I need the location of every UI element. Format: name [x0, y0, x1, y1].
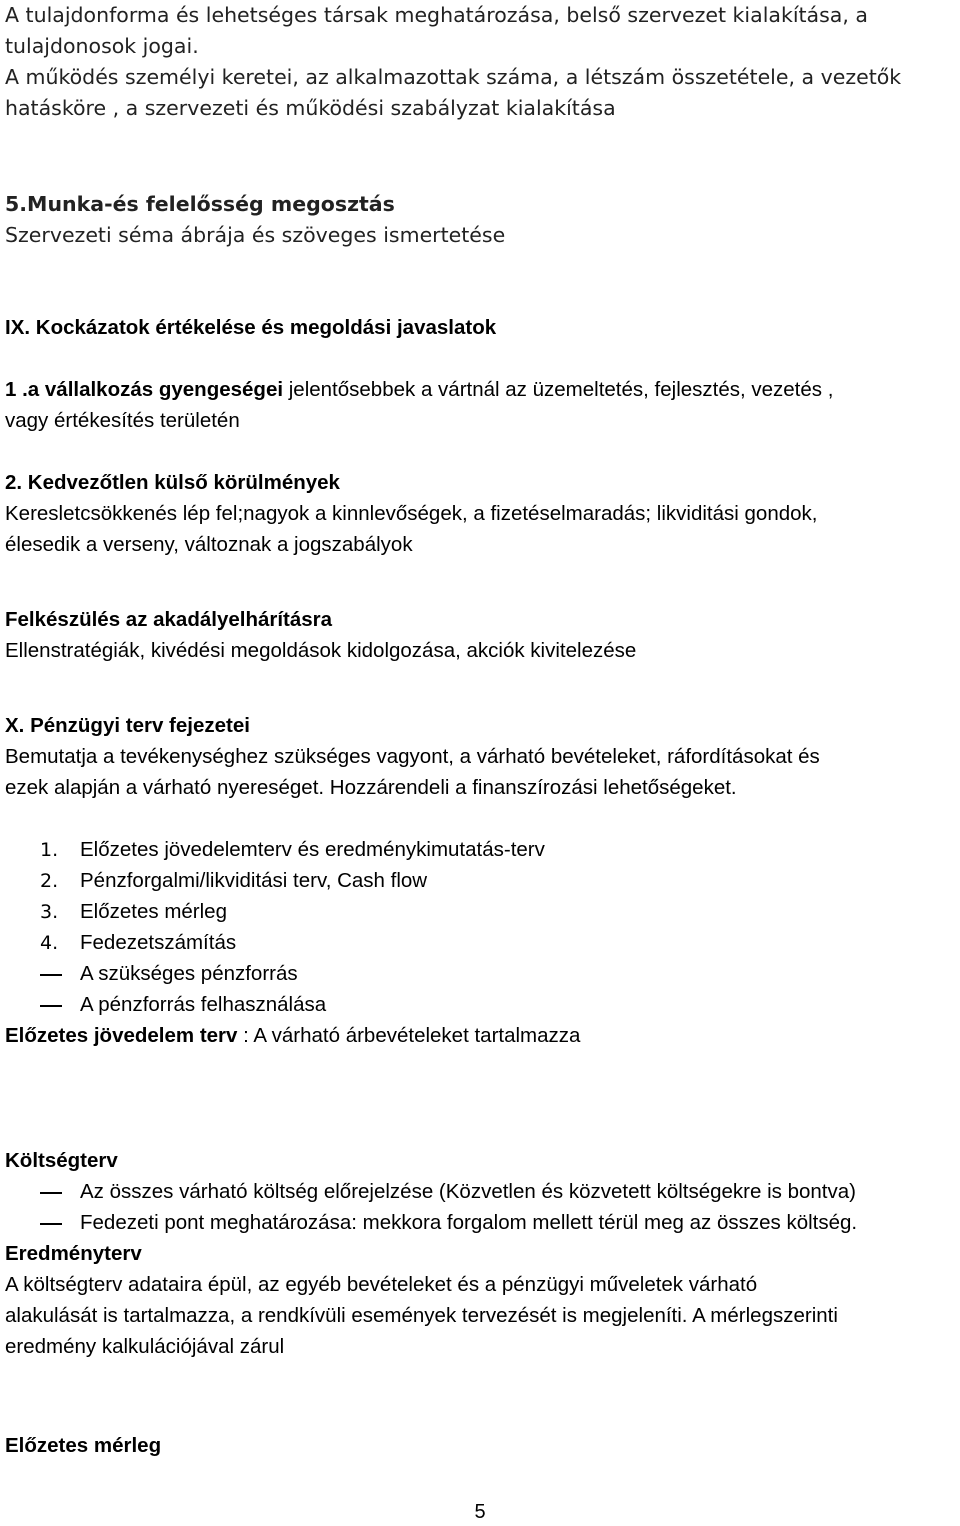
list-item-number: 1. [40, 839, 59, 861]
dash-list-item [40, 991, 326, 1019]
dash-bullet-icon [40, 991, 80, 1019]
dash-bullet-icon [40, 960, 80, 988]
intro-line-4: hatásköre , a szervezeti és működési szabályzat kialakítása [5, 96, 616, 120]
dash-list-item-text: A szükséges pénzforrás [80, 962, 298, 985]
list-item [40, 898, 227, 926]
list-item-text: Fedezetszámítás [80, 931, 237, 954]
intro-line-3: A működés személyi keretei, az alkalmazottak száma, a létszám összetétele, a vezetők [5, 65, 902, 89]
result-plan-line-2: alakulását is tartalmazza, a rendkívüli események tervezését is megjeleníti. A mérlegszerinti [5, 1304, 838, 1327]
list-item [40, 929, 236, 957]
risk-item-1-line-2: vagy értékesítés területén [5, 409, 240, 432]
balance-heading: Előzetes mérleg [5, 1434, 162, 1457]
list-item-text: Pénzforgalmi/likviditási terv, Cash flow [80, 869, 428, 892]
result-plan-line-3: eredmény kalkulációjával zárul [5, 1335, 285, 1358]
risk-item-1-label: 1 .a vállalkozás gyengeségei [5, 378, 284, 401]
result-plan-line-1: A költségterv adataira épül, az egyéb bevételeket és a pénzügyi műveletek várható [5, 1273, 758, 1296]
list-item [40, 836, 545, 864]
risk-item-2-heading: 2. Kedvezőtlen külső körülmények [5, 471, 340, 494]
dash-bullet-icon [40, 1178, 80, 1206]
section-10-heading: X. Pénzügyi terv fejezetei [5, 714, 250, 737]
dash-list-item [40, 1178, 856, 1206]
list-item-text: Előzetes mérleg [80, 900, 227, 923]
intro-line-2: tulajdonosok jogai. [5, 34, 199, 58]
page-number: 5 [474, 1501, 486, 1523]
risk-item-2-line-1: Keresletcsökkenés lép fel;nagyok a kinnlevőségek, a fizetéselmaradás; likviditási gondok, [5, 502, 818, 525]
section-5-text: Szervezeti séma ábrája és szöveges ismertetése [5, 223, 506, 247]
dash-bullet-icon [40, 1209, 80, 1237]
dash-list-item [40, 960, 298, 988]
result-plan-heading: Eredményterv [5, 1242, 142, 1265]
section-5-heading: 5.Munka-és felelősség megosztás [5, 192, 395, 216]
preparation-heading: Felkészülés az akadályelhárításra [5, 608, 333, 631]
risk-item-1 [5, 376, 833, 404]
list-item-number: 2. [40, 870, 59, 892]
list-item [40, 867, 427, 895]
risk-item-1-text: jelentősebbek a vártnál az üzemeltetés, fejlesztés, vezetés , [283, 378, 834, 401]
list-item-number: 3. [40, 901, 59, 923]
dash-list-item-text: Fedezeti pont meghatározása: mekkora forgalom mellett térül meg az összes költség. [80, 1211, 858, 1234]
dash-list-item [40, 1209, 857, 1237]
income-plan-line [5, 1022, 580, 1050]
risk-item-2-line-2: élesedik a verseny, változnak a jogszabályok [5, 533, 413, 556]
dash-list-item-text: A pénzforrás felhasználása [80, 993, 327, 1016]
dash-list-item-text: Az összes várható költség előrejelzése (Közvetlen és közvetett költségekre is bontva) [80, 1180, 856, 1203]
preparation-text: Ellenstratégiák, kivédési megoldások kidolgozása, akciók kivitelezése [5, 639, 637, 662]
section-9-heading: IX. Kockázatok értékelése és megoldási javaslatok [5, 316, 497, 339]
income-plan-label: Előzetes jövedelem terv [5, 1024, 238, 1047]
cost-plan-heading: Költségterv [5, 1149, 118, 1172]
section-10-line-1: Bemutatja a tevékenységhez szükséges vagyont, a várható bevételeket, ráfordításokat és [5, 745, 820, 768]
income-plan-text: : A várható árbevételeket tartalmazza [237, 1024, 581, 1047]
list-item-text: Előzetes jövedelemterv és eredménykimutatás-terv [80, 838, 545, 861]
intro-line-1: A tulajdonforma és lehetséges társak meghatározása, belső szervezet kialakítása, a [5, 3, 868, 27]
section-10-line-2: ezek alapján a várható nyereséget. Hozzárendeli a finanszírozási lehetőségeket. [5, 776, 737, 799]
list-item-number: 4. [40, 932, 59, 954]
